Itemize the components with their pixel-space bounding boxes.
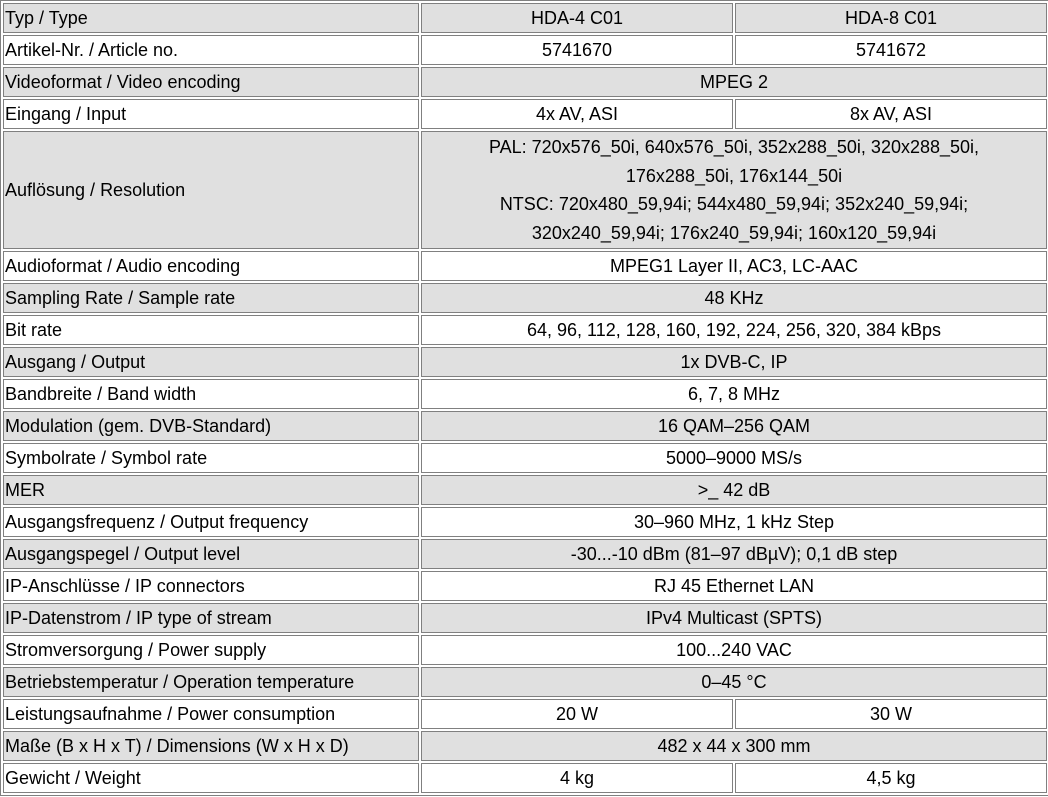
value-hda4: HDA-4 C01: [421, 3, 733, 33]
row-value: 48 KHz: [421, 283, 1047, 313]
row-output-level: [3, 539, 1047, 569]
row-value: 30–960 MHz, 1 kHz Step: [421, 507, 1047, 537]
row-ip-connectors: [3, 571, 1047, 601]
row-label: Symbolrate / Symbol rate: [3, 443, 419, 473]
row-dimensions: [3, 731, 1047, 761]
resolution-line: 320x240_59,94i; 176x240_59,94i; 160x120_59,94i: [531, 222, 937, 243]
row-input: [3, 99, 1047, 129]
value-hda8: HDA-8 C01: [735, 3, 1047, 33]
row-value: 64, 96, 112, 128, 160, 192, 224, 256, 320, 384 kBps: [421, 315, 1047, 345]
row-label: Auflösung / Resolution: [3, 131, 419, 249]
row-audio-encoding: [3, 251, 1047, 281]
row-value: 5000–9000 MS/s: [421, 443, 1047, 473]
row-ip-stream: [3, 603, 1047, 633]
row-label: Ausgang / Output: [3, 347, 419, 377]
row-label: Maße (B x H x T) / Dimensions (W x H x D): [3, 731, 419, 761]
row-value: RJ 45 Ethernet LAN: [421, 571, 1047, 601]
row-sample-rate: [3, 283, 1047, 313]
row-value: [421, 131, 1047, 249]
row-value: MPEG 2: [421, 67, 1047, 97]
row-label: MER: [3, 475, 419, 505]
row-label: Audioformat / Audio encoding: [3, 251, 419, 281]
row-label: IP-Anschlüsse / IP connectors: [3, 571, 419, 601]
value-hda4: 4x AV, ASI: [421, 99, 733, 129]
row-resolution: [3, 131, 1047, 249]
value-hda4: 5741670: [421, 35, 733, 65]
row-value: -30...-10 dBm (81–97 dBµV); 0,1 dB step: [421, 539, 1047, 569]
resolution-line: 176x288_50i, 176x144_50i: [625, 165, 843, 186]
value-hda8: 5741672: [735, 35, 1047, 65]
row-article-no: [3, 35, 1047, 65]
row-label: Bandbreite / Band width: [3, 379, 419, 409]
row-label: IP-Datenstrom / IP type of stream: [3, 603, 419, 633]
row-label: Stromversorgung / Power supply: [3, 635, 419, 665]
row-type: [3, 3, 1047, 33]
row-label: Sampling Rate / Sample rate: [3, 283, 419, 313]
row-label: Betriebstemperatur / Operation temperature: [3, 667, 419, 697]
row-output-frequency: [3, 507, 1047, 537]
resolution-line: PAL: 720x576_50i, 640x576_50i, 352x288_50i, 320x288_50i,: [488, 137, 980, 157]
row-video-encoding: [3, 67, 1047, 97]
row-power-consumption: [3, 699, 1047, 729]
row-label: Modulation (gem. DVB-Standard): [3, 411, 419, 441]
row-value: 6, 7, 8 MHz: [421, 379, 1047, 409]
row-band-width: [3, 379, 1047, 409]
row-label: Bit rate: [3, 315, 419, 345]
value-hda4: 20 W: [421, 699, 733, 729]
value-hda8: 8x AV, ASI: [735, 99, 1047, 129]
value-hda8: 30 W: [735, 699, 1047, 729]
row-label: Artikel-Nr. / Article no.: [3, 35, 419, 65]
row-value: 100...240 VAC: [421, 635, 1047, 665]
row-symbol-rate: [3, 443, 1047, 473]
row-value: >_ 42 dB: [421, 475, 1047, 505]
row-label: Ausgangspegel / Output level: [3, 539, 419, 569]
row-label: Leistungsaufnahme / Power consumption: [3, 699, 419, 729]
resolution-line: NTSC: 720x480_59,94i; 544x480_59,94i; 352x240_59,94i;: [499, 194, 969, 214]
row-label: Typ / Type: [3, 3, 419, 33]
row-value: 482 x 44 x 300 mm: [421, 731, 1047, 761]
row-label: Videoformat / Video encoding: [3, 67, 419, 97]
row-operation-temperature: [3, 667, 1047, 697]
row-value: 1x DVB-C, IP: [421, 347, 1047, 377]
row-bit-rate: [3, 315, 1047, 345]
row-label: Ausgangsfrequenz / Output frequency: [3, 507, 419, 537]
row-output: [3, 347, 1047, 377]
row-value: 16 QAM–256 QAM: [421, 411, 1047, 441]
value-hda4: 4 kg: [421, 763, 733, 793]
row-label: Gewicht / Weight: [3, 763, 419, 793]
row-value: IPv4 Multicast (SPTS): [421, 603, 1047, 633]
row-power-supply: [3, 635, 1047, 665]
row-value: MPEG1 Layer II, AC3, LC-AAC: [421, 251, 1047, 281]
row-weight: [3, 763, 1047, 793]
row-value: 0–45 °C: [421, 667, 1047, 697]
row-label: Eingang / Input: [3, 99, 419, 129]
value-hda8: 4,5 kg: [735, 763, 1047, 793]
row-mer: [3, 475, 1047, 505]
row-modulation: [3, 411, 1047, 441]
